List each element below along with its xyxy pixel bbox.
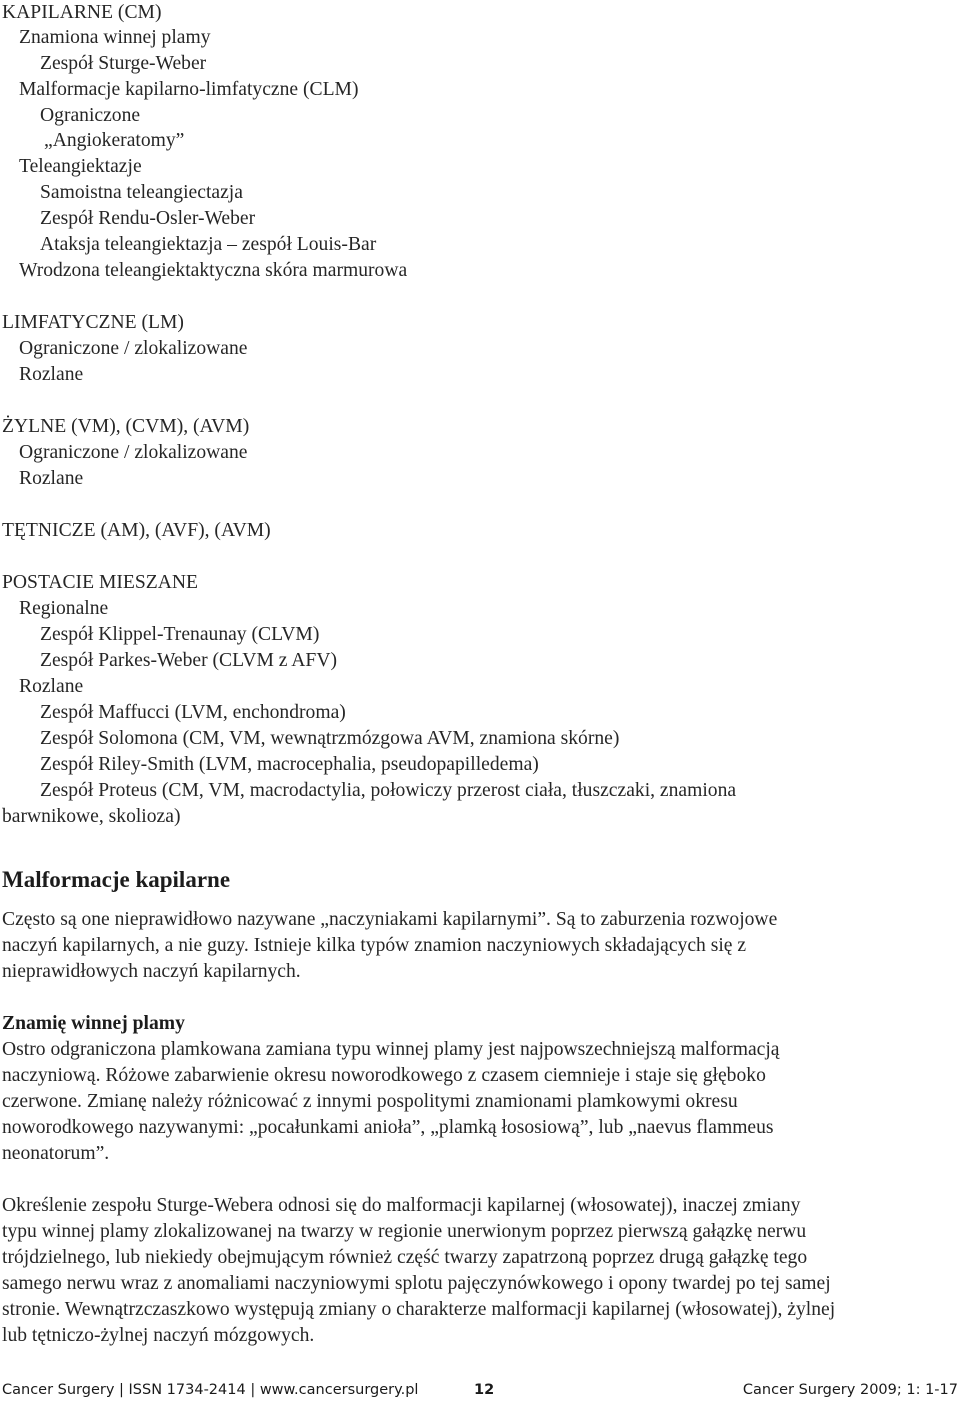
outline-subitem-continuation: barwnikowe, skolioza) [2,806,181,827]
section-title: Malformacje kapilarne [2,867,231,892]
paragraph-line: lub tętniczo-żylnej naczyń mózgowych. [2,1325,315,1346]
outline-item: Rozlane [19,364,84,385]
outline-subitem: Ograniczone [40,105,141,126]
outline-item: Rozlane [19,468,84,489]
outline-heading-kapilarne: KAPILARNE (CM) [2,2,162,23]
outline-item: Znamiona winnej plamy [19,27,211,48]
paragraph-line: Określenie zespołu Sturge-Webera odnosi się do malformacji kapilarnej (włosowatej), inaczej zmiany [2,1195,801,1216]
outline-subitem: Zespół Klippel-Trenaunay (CLVM) [40,624,320,645]
paragraph-line: samego nerwu wraz z anomaliami naczyniowymi splotu pajęczynówkowego i opony twardej po tej samej [2,1273,831,1294]
paragraph-line: trójdzielnego, lub niekiedy obejmującym również część twarzy zapatrzoną poprzez drugą gałązkę tego [2,1247,808,1268]
outline-subitem: Ataksja teleangiektazja – zespół Louis-Bar [40,234,377,255]
outline-heading-zylne: ŻYLNE (VM), (CVM), (AVM) [2,416,250,437]
subsection-title: Znamię winnej plamy [2,1013,185,1034]
footer-journal-info: Cancer Surgery | ISSN 1734-2414 | www.cancersurgery.pl [2,1382,419,1398]
outline-subitem: Zespół Rendu-Osler-Weber [40,208,256,229]
outline-item: Wrodzona teleangiektaktyczna skóra marmurowa [19,260,408,281]
paragraph-line: neonatorum”. [2,1143,110,1164]
page-footer [0,1379,960,1401]
outline-subitem: „Angiokeratomy” [44,130,185,151]
outline-subitem: Zespół Sturge-Weber [40,53,207,74]
intro-line: nieprawidłowych naczyń kapilarnych. [2,961,301,982]
outline-heading-tetnicze: TĘTNICZE (AM), (AVF), (AVM) [2,520,271,541]
outline-subitem: Zespół Solomona (CM, VM, wewnątrzmózgowa AVM, znamiona skórne) [40,728,620,749]
paragraph-line: typu winnej plamy zlokalizowanej na twarzy w regionie unerwionym poprzez pierwszą gałązkę nerwu [2,1221,807,1242]
outline-heading-limfatyczne: LIMFATYCZNE (LM) [2,312,184,333]
outline-subitem: Zespół Parkes-Weber (CLVM z AFV) [40,650,337,671]
outline-subitem: Samoistna teleangiectazja [40,182,243,203]
outline-subitem: Zespół Riley-Smith (LVM, macrocephalia, pseudopapilledema) [40,754,539,775]
outline-subitem: Zespół Maffucci (LVM, enchondroma) [40,702,346,723]
outline-item: Ograniczone / zlokalizowane [19,442,248,463]
paragraph-line: Ostro odgraniczona plamkowana zamiana typu winnej plamy jest najpowszechniejszą malformacją [2,1039,780,1060]
outline-item: Regionalne [19,598,109,619]
paragraph-line: noworodkowego nazywanymi: „pocałunkami anioła”, „plamką łososiową”, lub „naevus flammeus [2,1117,774,1138]
outline-item: Teleangiektazje [19,156,142,177]
outline-item: Malformacje kapilarno-limfatyczne (CLM) [19,79,359,100]
outline-subitem: Zespół Proteus (CM, VM, macrodactylia, połowiczy przerost ciała, tłuszczaki, znamiona [40,780,737,801]
intro-line: Często są one nieprawidłowo nazywane „naczyniakami kapilarnymi”. Są to zaburzenia rozwojowe [2,909,778,930]
intro-line: naczyń kapilarnych, a nie guzy. Istnieje kilka typów znamion naczyniowych składających się z [2,935,747,956]
paragraph-line: stronie. Wewnątrzczaszkowo występują zmiany o charakterze malformacji kapilarnej (włosowatej), żylnej [2,1299,836,1320]
outline-item: Rozlane [19,676,84,697]
paragraph-line: naczyniową. Różowe zabarwienie okresu noworodkowego z czasem ciemnieje i staje się głęboko [2,1065,766,1086]
outline-heading-mieszane: POSTACIE MIESZANE [2,572,199,593]
paragraph-line: czerwone. Zmianę należy różnicować z innymi pospolitymi znamionami plamkowymi okresu [2,1091,738,1112]
footer-citation: Cancer Surgery 2009; 1: 1-17 [742,1382,958,1398]
outline-item: Ograniczone / zlokalizowane [19,338,248,359]
page-number: 12 [474,1382,495,1398]
